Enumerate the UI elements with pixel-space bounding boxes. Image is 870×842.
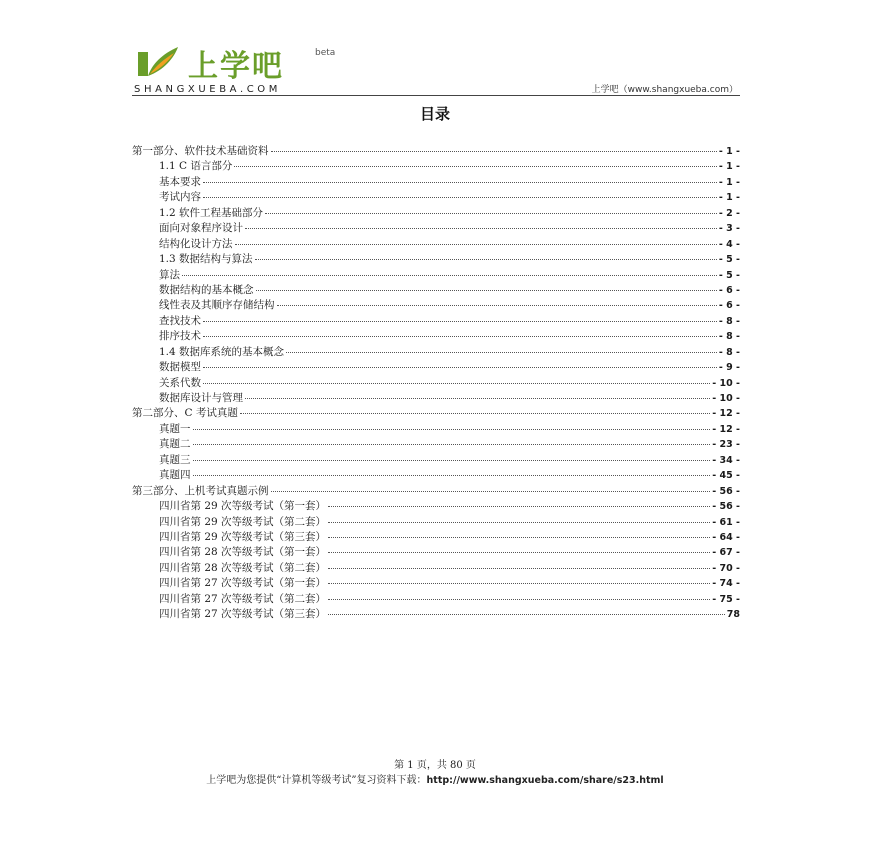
toc-entry-page: - 23 -	[712, 439, 740, 451]
toc-dot-leader	[265, 213, 717, 214]
toc-entry[interactable]	[132, 391, 740, 406]
toc-entry[interactable]	[132, 576, 740, 591]
toc-dot-leader	[328, 537, 710, 538]
toc-dot-leader	[193, 444, 711, 445]
toc-entry-page: - 1 -	[718, 176, 740, 188]
toc-dot-leader	[255, 259, 717, 260]
toc-entry-page: - 34 -	[712, 454, 740, 466]
toc-entry[interactable]	[132, 314, 740, 329]
toc-entry[interactable]	[132, 329, 740, 344]
toc-entry-label: 四川省第 29 次等级考试（第三套）	[159, 530, 327, 543]
toc-entry-page: - 9 -	[718, 362, 740, 374]
logo-domain-text: SHANGXUEBA.COM	[134, 84, 282, 95]
toc-dot-leader	[256, 290, 717, 291]
toc-entry[interactable]	[132, 592, 740, 607]
toc-entry[interactable]	[132, 530, 740, 545]
toc-dot-leader	[203, 367, 717, 368]
toc-entry[interactable]	[132, 437, 740, 452]
toc-entry[interactable]	[132, 561, 740, 576]
toc-dot-leader	[182, 275, 717, 276]
toc-entry-page: - 64 -	[712, 531, 740, 543]
toc-entry-label: 数据模型	[159, 361, 201, 374]
toc-dot-leader	[193, 475, 711, 476]
toc-entry-label: 数据库设计与管理	[159, 392, 243, 404]
toc-entry-label: 线性表及其顺序存储结构	[159, 299, 275, 312]
toc-entry-label: 真题一	[159, 422, 191, 435]
toc-entry-page: - 45 -	[712, 470, 740, 482]
toc-entry[interactable]	[132, 376, 740, 391]
toc-entry-page: - 8 -	[718, 346, 740, 358]
toc-dot-leader	[193, 429, 711, 430]
toc-dot-leader	[245, 228, 717, 229]
toc-entry-label: 四川省第 27 次等级考试（第一套）	[159, 577, 327, 590]
toc-entry[interactable]	[132, 360, 740, 375]
toc-entry-page: - 4 -	[718, 238, 740, 250]
toc-entry-label: 四川省第 29 次等级考试（第一套）	[159, 500, 327, 513]
toc-entry-label: 真题四	[159, 469, 191, 482]
toc-entry-page: - 1 -	[718, 161, 740, 173]
toc-entry-page: - 2 -	[718, 207, 740, 219]
toc-entry-label: 数据结构的基本概念	[159, 283, 254, 296]
footer-note-text: 上学吧为您提供“计算机等级考试”复习资料下载：	[206, 775, 427, 786]
toc-dot-leader	[235, 244, 717, 245]
toc-entry[interactable]	[132, 453, 740, 468]
footer-page-number: 第 1 页，共 80 页	[394, 760, 476, 771]
toc-entry[interactable]	[132, 252, 740, 267]
toc-entry[interactable]	[132, 221, 740, 236]
toc-entry-page: - 6 -	[718, 284, 740, 296]
toc-entry[interactable]	[132, 545, 740, 560]
toc-dot-leader	[328, 506, 710, 507]
toc-dot-leader	[328, 568, 710, 569]
toc-entry[interactable]	[132, 468, 740, 483]
toc-entry[interactable]	[132, 406, 740, 421]
toc-entry-label: 排序技术	[159, 330, 201, 343]
toc-entry-label: 1.2 软件工程基础部分	[159, 206, 264, 219]
toc-entry-page: - 5 -	[718, 254, 740, 266]
toc-entry[interactable]	[132, 268, 740, 283]
site-logo[interactable]	[132, 40, 352, 96]
toc-dot-leader	[203, 182, 717, 183]
toc-entry-label: 考试内容	[159, 191, 201, 204]
toc-dot-leader	[203, 197, 717, 198]
toc-dot-leader	[271, 491, 711, 492]
toc-entry-page: - 74 -	[712, 578, 740, 590]
toc-entry-page: - 3 -	[718, 223, 740, 235]
toc-entry[interactable]	[132, 499, 740, 514]
toc-dot-leader	[328, 552, 710, 553]
toc-entry-page: - 61 -	[712, 516, 740, 528]
toc-entry[interactable]	[132, 345, 740, 360]
toc-entry-page: - 10 -	[712, 377, 740, 389]
toc-dot-leader	[286, 352, 717, 353]
toc-dot-leader	[203, 321, 717, 322]
toc-entry[interactable]	[132, 484, 740, 499]
toc-entry-label: 真题三	[159, 453, 191, 466]
toc-entry[interactable]	[132, 159, 740, 174]
toc-entry-page: - 12 -	[712, 408, 740, 420]
table-of-contents	[132, 144, 740, 623]
toc-entry-label: 算法	[159, 268, 180, 281]
toc-entry-label: 第三部分、上机考试真题示例	[132, 484, 269, 497]
toc-entry[interactable]	[132, 607, 740, 622]
toc-entry[interactable]	[132, 190, 740, 205]
toc-entry-page: - 67 -	[712, 547, 740, 559]
footer-download-link[interactable]: http://www.shangxueba.com/share/s23.html	[426, 775, 664, 786]
toc-entry-page: - 70 -	[712, 562, 740, 574]
toc-entry-page: 78	[726, 609, 740, 621]
toc-entry-label: 第一部分、软件技术基础资料	[132, 145, 269, 157]
header-divider	[132, 95, 740, 96]
toc-entry-label: 结构化设计方法	[159, 237, 233, 250]
toc-entry-label: 四川省第 29 次等级考试（第二套）	[159, 515, 327, 528]
toc-dot-leader	[328, 614, 725, 615]
toc-dot-leader	[328, 522, 710, 523]
toc-entry-label: 四川省第 28 次等级考试（第二套）	[159, 561, 327, 574]
toc-entry-label: 四川省第 27 次等级考试（第三套）	[159, 608, 327, 621]
toc-entry[interactable]	[132, 298, 740, 313]
toc-entry-page: - 1 -	[718, 192, 740, 204]
footer-note	[0, 771, 870, 786]
toc-dot-leader	[234, 166, 716, 167]
toc-entry[interactable]	[132, 283, 740, 298]
toc-dot-leader	[245, 398, 710, 399]
page-header	[132, 40, 740, 96]
toc-dot-leader	[193, 460, 711, 461]
toc-entry[interactable]	[132, 175, 740, 190]
toc-dot-leader	[328, 583, 710, 584]
toc-dot-leader	[271, 151, 717, 152]
toc-entry-label: 基本要求	[159, 175, 201, 188]
leaf-logo-icon	[134, 44, 182, 82]
logo-wordmark: 上学吧	[188, 49, 284, 84]
page-title: 目录	[419, 105, 450, 123]
logo-beta-label: beta	[315, 48, 336, 58]
toc-entry-label: 关系代数	[159, 376, 201, 389]
toc-entry[interactable]	[132, 237, 740, 252]
toc-entry-page: - 5 -	[718, 269, 740, 281]
toc-entry-label: 查找技术	[159, 314, 201, 327]
toc-dot-leader	[203, 383, 710, 384]
toc-entry[interactable]	[132, 206, 740, 221]
toc-dot-leader	[203, 336, 717, 337]
toc-entry-page: - 1 -	[718, 146, 740, 157]
toc-entry[interactable]	[132, 515, 740, 530]
toc-dot-leader	[328, 599, 710, 600]
toc-entry[interactable]	[132, 422, 740, 437]
toc-entry-page: - 75 -	[712, 593, 740, 605]
toc-entry-page: - 12 -	[712, 423, 740, 435]
toc-entry-page: - 56 -	[712, 485, 740, 497]
toc-dot-leader	[277, 305, 717, 306]
toc-entry[interactable]	[132, 144, 740, 159]
toc-entry-page: - 8 -	[718, 315, 740, 327]
toc-entry-label: 四川省第 28 次等级考试（第一套）	[159, 546, 327, 559]
site-link[interactable]: 上学吧（www.shangxueba.com）	[591, 85, 738, 95]
toc-entry-label: 四川省第 27 次等级考试（第二套）	[159, 592, 327, 605]
toc-entry-label: 第二部分、C 考试真题	[132, 407, 238, 420]
toc-entry-label: 真题二	[159, 438, 191, 451]
toc-entry-page: - 56 -	[712, 501, 740, 513]
toc-entry-page: - 8 -	[718, 331, 740, 343]
toc-entry-label: 1.1 C 语言部分	[159, 160, 233, 173]
toc-dot-leader	[240, 413, 710, 414]
toc-entry-label: 面向对象程序设计	[159, 222, 243, 235]
toc-entry-page: - 10 -	[712, 393, 740, 404]
toc-entry-page: - 6 -	[718, 300, 740, 312]
toc-entry-label: 1.4 数据库系统的基本概念	[159, 345, 285, 358]
toc-entry-label: 1.3 数据结构与算法	[159, 253, 253, 266]
